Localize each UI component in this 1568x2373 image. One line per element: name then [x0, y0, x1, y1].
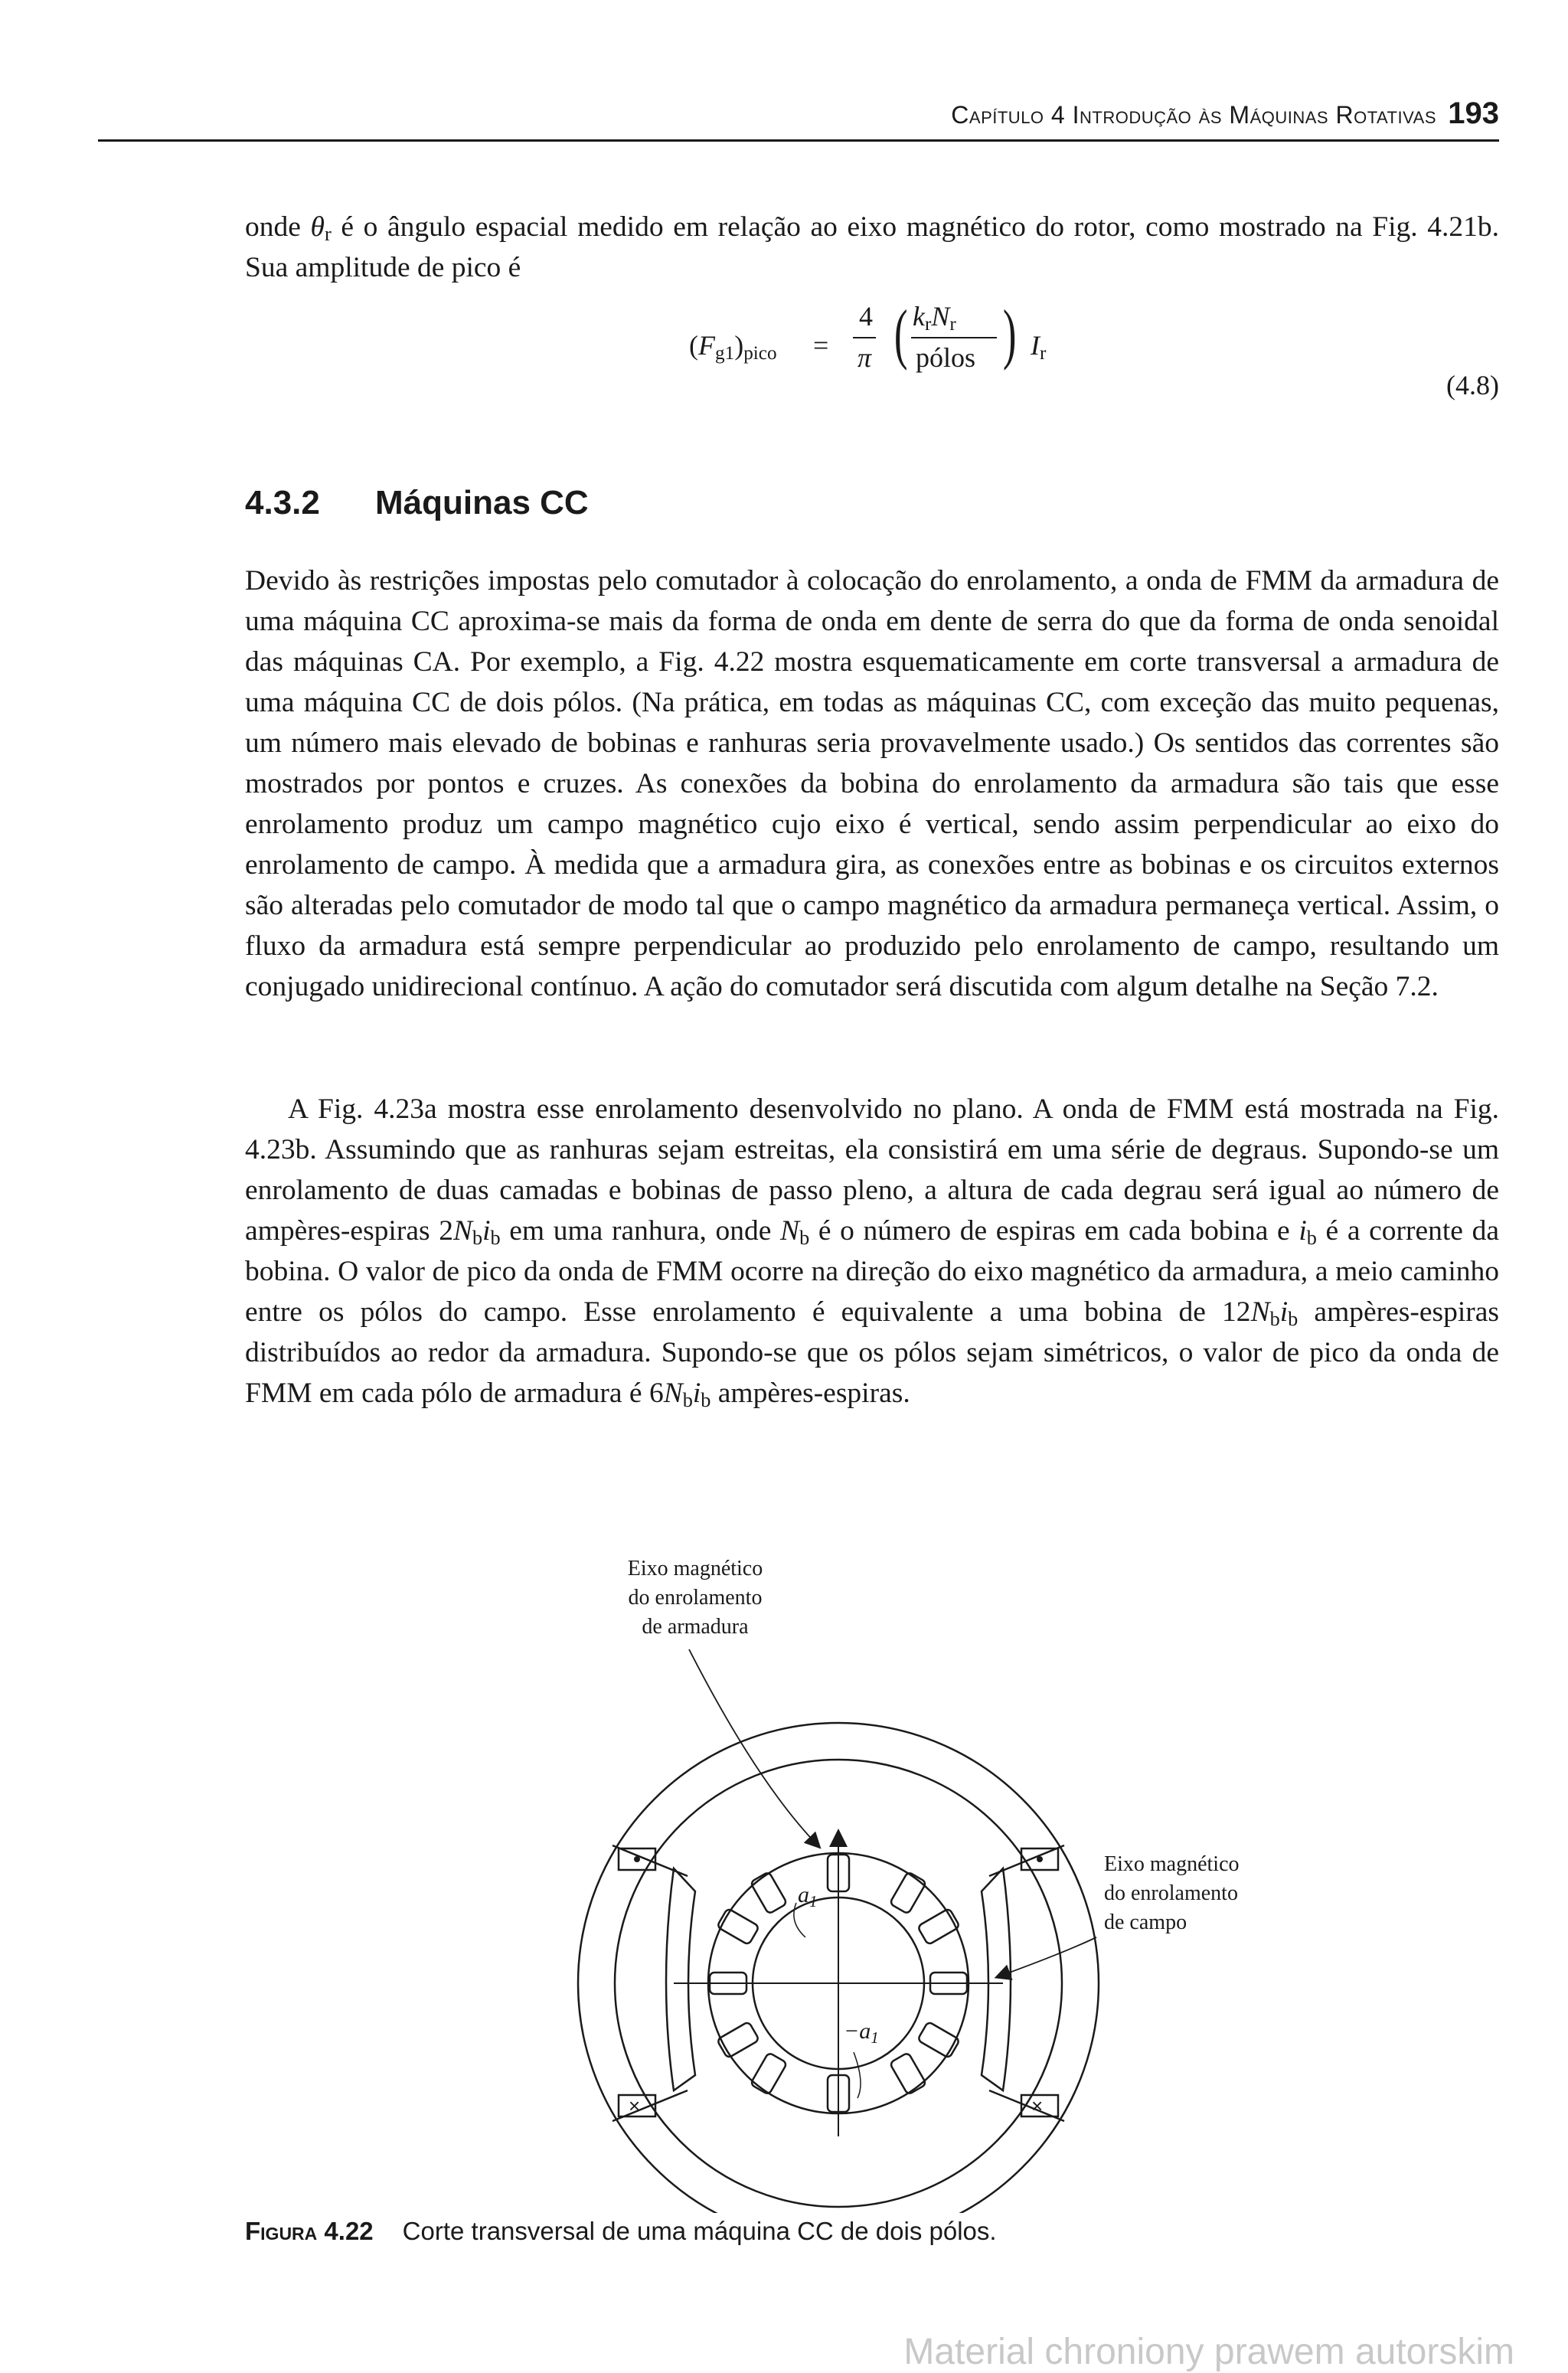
theta-subscript: r [324, 223, 332, 245]
equation-number: (4.8) [1446, 370, 1499, 400]
fraction-bar-2 [911, 337, 997, 338]
equation-equals: = [813, 330, 829, 361]
label-a1: $a_1$ [798, 1882, 818, 1910]
dot-icon [1037, 1856, 1043, 1862]
intro-text-b: é o ângulo espacial medido em relação ao eixo magnético do rotor, como mostrado na Fig. 4.21b. Sua amplitude de pico é [245, 211, 1500, 283]
page-header [98, 96, 1499, 139]
label-minus-a1: $-a_1$ [844, 2018, 879, 2047]
right-paren: ) [1002, 297, 1017, 371]
fraction-numerator-4: 4 [859, 301, 873, 332]
section-number: 4.3.2 [245, 484, 320, 521]
intro-text-a: onde [245, 211, 301, 243]
section-heading [245, 484, 589, 522]
armature-axis-label: Eixo magnético do enrolamento de armadura [627, 1557, 763, 1639]
watermark: Material chroniony prawem autorskim [903, 2332, 1514, 2372]
figure-4-22 [528, 1554, 1370, 2244]
body-paragraph-2: A Fig. 4.23a mostra esse enrolamento desenvolvido no plano. A onda de FMM está mostrada na Fig. 4.23b. Assumindo que as ranhuras sejam estreitas, ela consistirá em uma série de degraus. Supondo-se um enrolamento de duas camadas e bobinas de passo pleno, a altura de cada degrau será igual ao número de ampères-espiras $2N_bi_b$ em uma ranhura, onde $N_b$ é o número de espiras em cada bobina e $i_b$ é a corrente da bobina. O valor de pico da onda de FMM ocorre na direção do eixo magnético da armadura, a meio caminho entre os pólos do campo. Esse enrolamento é equivalente a uma bobina de $12N_bi_b$ ampères-espiras distribuídos ao redor da armadura. Supondo-se que os pólos sejam simétricos, o valor de pico da onda de FMM em cada pólo de armadura é $6N_bi_b$ ampères-espiras. [245, 1093, 1499, 1411]
running-title: Capítulo 4 Introdução às Máquinas Rotativas [951, 101, 1436, 129]
field-axis-label: Eixo magnético do enrolamento de campo [1104, 1852, 1240, 1934]
right-pole-shoe [982, 1868, 1011, 2090]
theta-symbol: θ [310, 211, 325, 243]
cross-icon: × [1031, 2094, 1044, 2117]
equation-4-8 [689, 297, 1087, 400]
equation-current: $I_r$ [1031, 330, 1047, 364]
dc-machine-cross-section [528, 1554, 1370, 2213]
figure-caption [245, 2217, 997, 2246]
page-number: 193 [1448, 96, 1499, 130]
equation-lhs: $(F_{g1})_{pico}$ [689, 330, 777, 364]
left-pole-shoe [666, 1868, 695, 2090]
left-paren: ( [893, 297, 908, 371]
header-rule [98, 139, 1499, 142]
section-title: Máquinas CC [375, 484, 589, 521]
fraction-numerator-krNr: $k_rN_r$ [913, 301, 956, 335]
fraction-denominator-polos: pólos [916, 342, 976, 373]
caption-text: Corte transversal de uma máquina CC de dois pólos. [402, 2217, 997, 2245]
field-axis-leader [997, 1937, 1096, 1977]
dot-icon [634, 1856, 640, 1862]
fraction-denominator-pi: π [858, 342, 872, 373]
figure-label: Figura 4.22 [245, 2217, 374, 2245]
armature-axis-leader [689, 1649, 819, 1847]
cross-icon: × [629, 2094, 641, 2117]
body-paragraph-1: Devido às restrições impostas pelo comutador à colocação do enrolamento, a onda de FMM da armadura de uma máquina CC aproxima-se mais da forma de onda em dente de serra do que da forma de onda senoidal das máquinas CA. Por exemplo, a Fig. 4.22 mostra esquematicamente em corte transversal a armadura de uma máquina CC de dois pólos. (Na prática, em todas as máquinas CC, com exceção das muito pequenas, um número mais elevado de bobinas e ranhuras seria provavelmente usado.) Os sentidos das correntes são mostrados por pontos e cruzes. As conexões da bobina do enrolamento da armadura são tais que esse enrolamento produz um campo magnético cujo eixo é vertical, sendo assim perpendicular ao eixo do enrolamento de campo. À medida que a armadura gira, as conexões entre as bobinas e os circuitos externos são alteradas pelo comutador de modo tal que o campo magnético da armadura permaneça vertical. Assim, o fluxo da armadura está sempre perpendicular ao produzido pelo enrolamento de campo, resultando um conjugado unidirecional contínuo. A ação do comutador será discutida com algum detalhe na Seção 7.2. [245, 565, 1499, 1002]
intro-paragraph [245, 207, 1499, 288]
fraction-bar-1 [853, 337, 876, 338]
